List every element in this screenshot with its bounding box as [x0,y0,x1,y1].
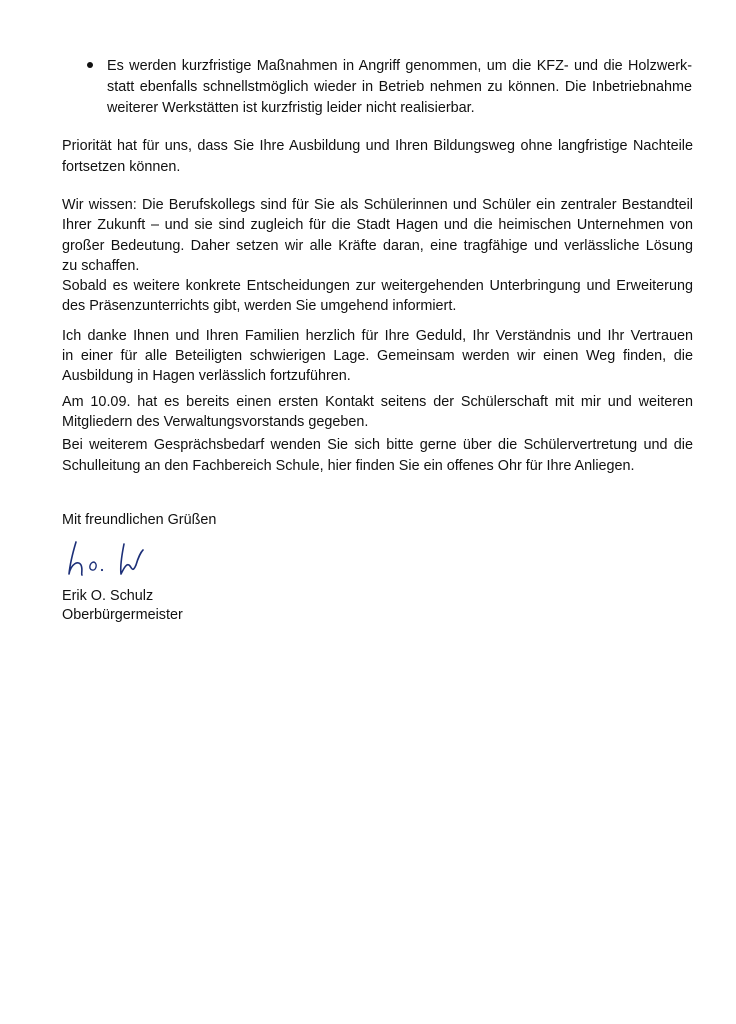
dank-line-3: Ausbildung in Hagen verlässlich fortzuführen. [62,368,351,384]
wir-wissen-line-2: Ihrer Zukunft – und sie sind zugleich für die Stadt Hagen und die heimischen Unternehmen von [62,217,693,233]
bullet-line-2: statt ebenfalls schnellstmöglich wieder in Betrieb nehmen zu können. Die Inbetriebnahme [107,79,692,95]
gespraech-line-1: Bei weiterem Gesprächsbedarf wenden Sie sich bitte gerne über die Schülervertretung und die [62,437,693,453]
kontakt-line-2: Mitgliedern des Verwaltungsvorstands gegeben. [62,414,369,430]
signer-title: Oberbürgermeister [62,607,183,623]
priority-line-1: Priorität hat für uns, dass Sie Ihre Ausbildung und Ihren Bildungsweg ohne langfristige Nachteile [62,138,693,154]
closing-greeting: Mit freundlichen Grüßen [62,512,217,528]
bullet-line-1: Es werden kurzfristige Maßnahmen in Angriff genommen, um die KFZ- und die Holzwerk- [107,58,692,74]
wir-wissen-line-6: des Präsenzunterrichts gibt, werden Sie umgehend informiert. [62,298,457,314]
bullet-line-3: weiterer Werkstätten ist kurzfristig leider nicht realisierbar. [107,100,475,116]
priority-line-2: fortsetzen können. [62,159,181,175]
gespraech-line-2: Schulleitung an den Fachbereich Schule, hier finden Sie ein offenes Ohr für Ihre Anliegen. [62,458,635,474]
dank-line-1: Ich danke Ihnen und Ihren Familien herzlich für Ihre Geduld, Ihr Verständnis und Ihr Vertrauen [62,328,693,344]
kontakt-line-1: Am 10.09. hat es bereits einen ersten Kontakt seitens der Schülerschaft mit mir und weiteren [62,394,693,410]
bullet-marker [87,62,93,68]
handwritten-signature [64,538,164,580]
signer-name: Erik O. Schulz [62,588,154,604]
wir-wissen-line-5: Sobald es weitere konkrete Entscheidungen zur weitergehenden Unterbringung und Erweiterung [62,278,693,294]
dank-line-2: in einer für alle Beteiligten schwierigen Lage. Gemeinsam werden wir einen Weg finden, die [62,348,693,364]
wir-wissen-line-4: zu schaffen. [62,258,140,274]
wir-wissen-line-3: großer Bedeutung. Daher setzen wir alle Kräfte daran, eine tragfähige und verlässliche Lösung [62,238,693,254]
wir-wissen-line-1: Wir wissen: Die Berufskollegs sind für Sie als Schülerinnen und Schüler ein zentraler Bestandteil [62,197,693,213]
